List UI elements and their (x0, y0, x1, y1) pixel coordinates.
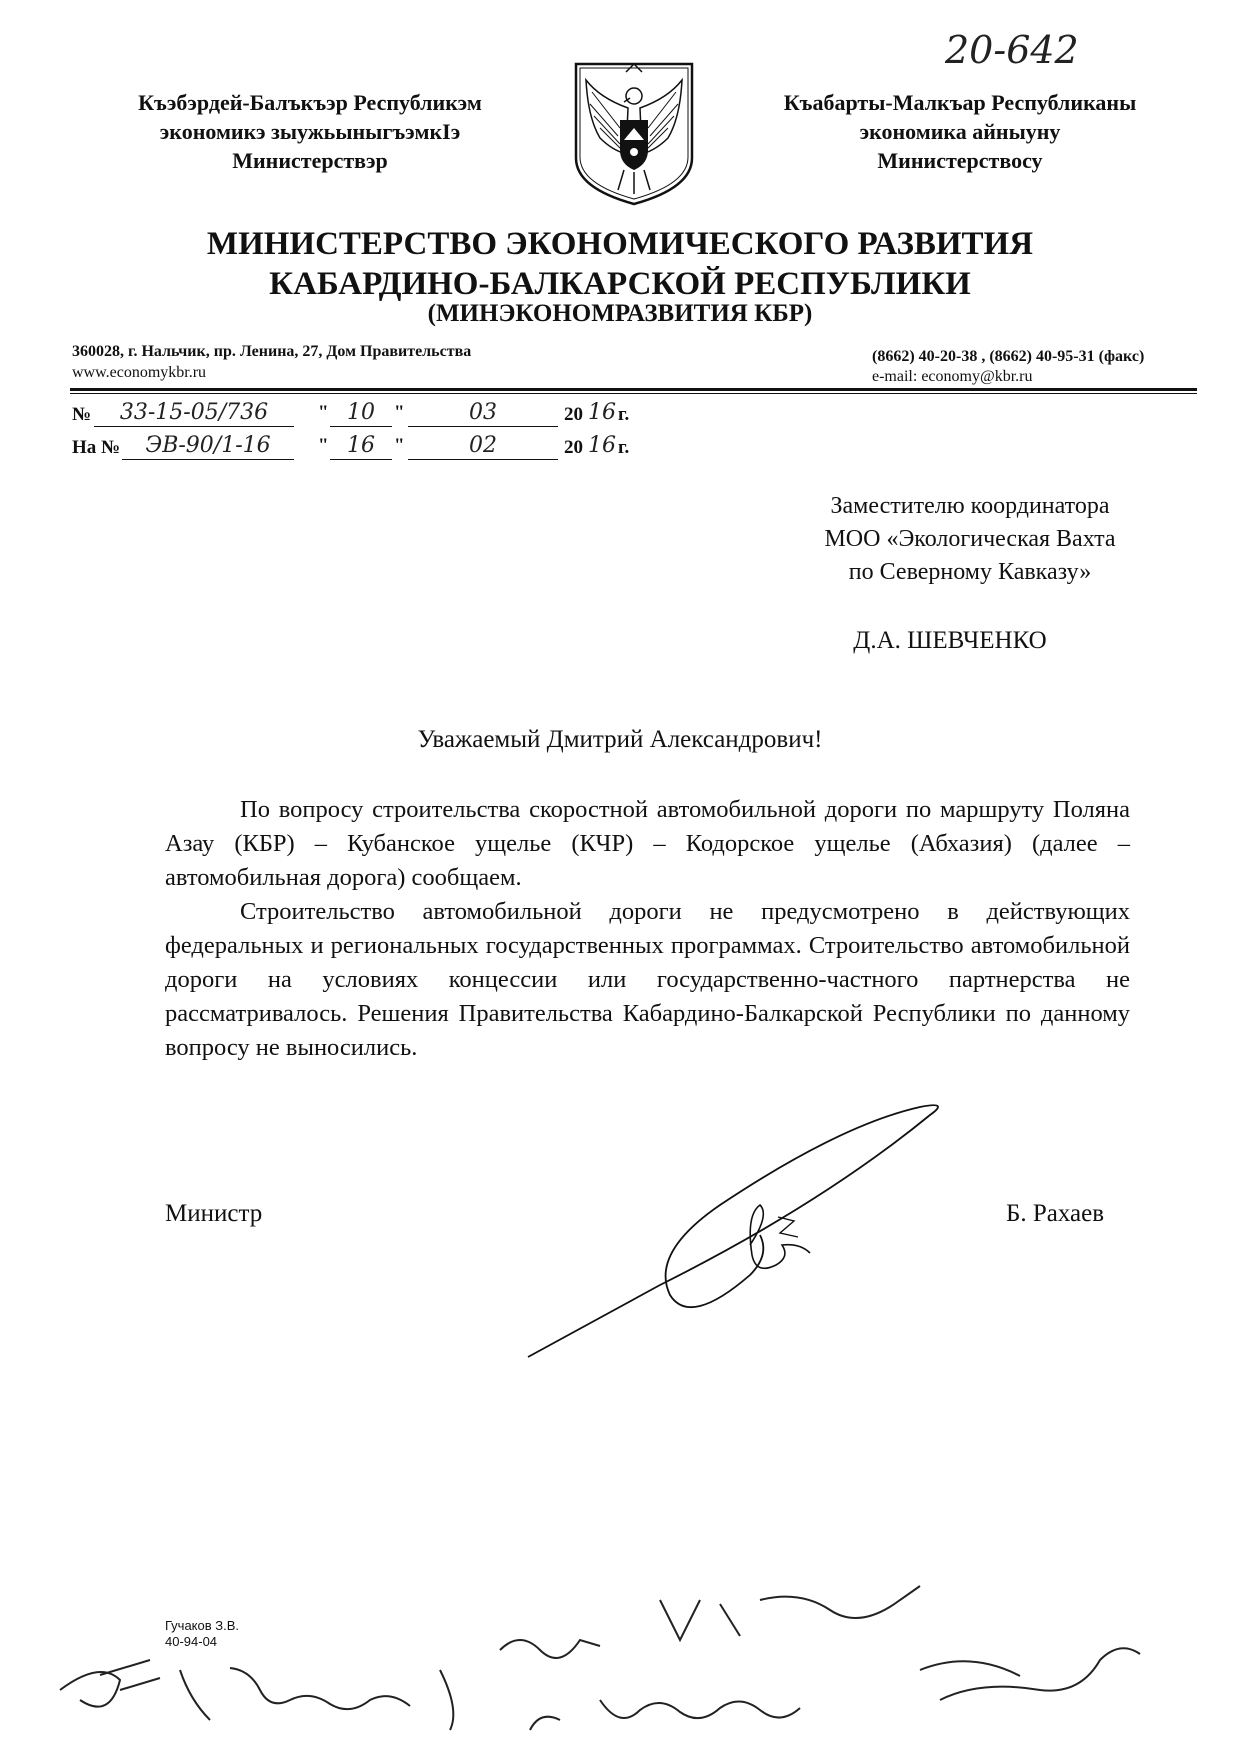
outgoing-day-value: 10 (330, 400, 392, 427)
quote-close-2: " (394, 435, 405, 456)
incoming-year-prefix: 20 (564, 437, 583, 458)
header-right-line-2: экономика айныуну (859, 119, 1061, 144)
email-link[interactable]: e-mail: economy@kbr.ru (872, 368, 1033, 385)
incoming-month-value: 02 (408, 433, 558, 460)
incoming-number-value: ЭВ-90/1-16 (122, 433, 294, 460)
phone-numbers: (8662) 40-20-38 , (8662) 40-95-31 (факс) (872, 348, 1145, 365)
header-left-line-3: Министерствэр (232, 148, 388, 173)
address-text: 360028, г. Нальчик, пр. Ленина, 27, Дом Правительства (72, 343, 472, 360)
addressee-line-3: по Северному Кавказу» (848, 559, 1092, 585)
quote-close: " (394, 402, 405, 423)
outgoing-reference-row (72, 400, 672, 428)
quote-open-2: " (318, 435, 329, 456)
header-divider-thin (70, 393, 1197, 394)
outgoing-year-unit: г. (618, 404, 630, 425)
outgoing-year-prefix: 20 (564, 404, 583, 425)
header-right-line-3: Министерствосу (877, 148, 1043, 173)
outgoing-number-label: № (72, 404, 92, 425)
coat-of-arms-icon (570, 58, 698, 208)
salutation: Уважаемый Дмитрий Александрович! (417, 726, 823, 753)
outgoing-month-value: 03 (408, 400, 558, 427)
header-left-block (100, 88, 520, 175)
executor-name: Гучаков З.В. (165, 1618, 240, 1633)
header-right-line-1: Къабарты-Малкъар Республиканы (783, 90, 1137, 115)
addressee-name: Д.А. ШЕВЧЕНКО (853, 627, 1047, 654)
incoming-day-value: 16 (330, 433, 392, 460)
ministry-title (0, 224, 1240, 304)
header-left-line-1: Къэбэрдей-Балъкъэр Республикэм (138, 90, 482, 115)
ministry-short-title: (МИНЭКОНОМРАЗВИТИЯ КБР) (427, 300, 813, 327)
addressee-line-2: МОО «Экологическая Вахта (824, 526, 1116, 552)
addressee-line-1: Заместителю координатора (830, 493, 1110, 519)
header-left-line-2: экономикэ зыужьыныгъэмкIэ (159, 119, 461, 144)
outgoing-year-suffix: 16 (588, 400, 616, 425)
letter-body (165, 793, 1130, 1065)
incoming-year-unit: г. (618, 437, 630, 458)
minister-signature (520, 1095, 970, 1365)
signatory-role: Министр (165, 1200, 263, 1227)
header-divider-thick (70, 388, 1197, 391)
signatory-name: Б. Рахаев (1006, 1200, 1105, 1227)
executor-phone: 40-94-04 (165, 1634, 218, 1649)
quote-open: " (318, 402, 329, 423)
handwritten-approval-signatures (40, 1580, 1190, 1750)
ministry-title-line-1: МИНИСТЕРСТВО ЭКОНОМИЧЕСКОГО РАЗВИТИЯ (206, 226, 1034, 262)
website-link[interactable]: www.economykbr.ru (72, 364, 207, 381)
outgoing-number-value: 33-15-05/736 (94, 400, 294, 427)
incoming-reference-row (72, 433, 672, 461)
incoming-year-suffix: 16 (588, 433, 616, 458)
addressee-block (740, 490, 1200, 589)
handwritten-registration-number: 20-642 (945, 28, 1079, 72)
ministry-title-line-2: КАБАРДИНО-БАЛКАРСКОЙ РЕСПУБЛИКИ (269, 266, 971, 302)
body-paragraph-2: Строительство автомобильной дороги не предусмотрено в действующих федеральных и региональных государственных программах. Строительство автомобильной дороги на условиях концессии или государственно-частного партнерства не рассматривалось. Решения Правительства Кабардино-Балкарской Республики по данному вопросу не выносились. (165, 898, 1130, 1061)
header-right-block (740, 88, 1180, 175)
incoming-number-label: На № (72, 437, 121, 458)
body-paragraph-1: По вопросу строительства скоростной автомобильной дороги по маршруту Поляна Азау (КБР) – Кубанское ущелье (КЧР) – Кодорское ущелье (Абхазия) (далее – автомобильная дорога) сообщаем. (165, 796, 1130, 891)
